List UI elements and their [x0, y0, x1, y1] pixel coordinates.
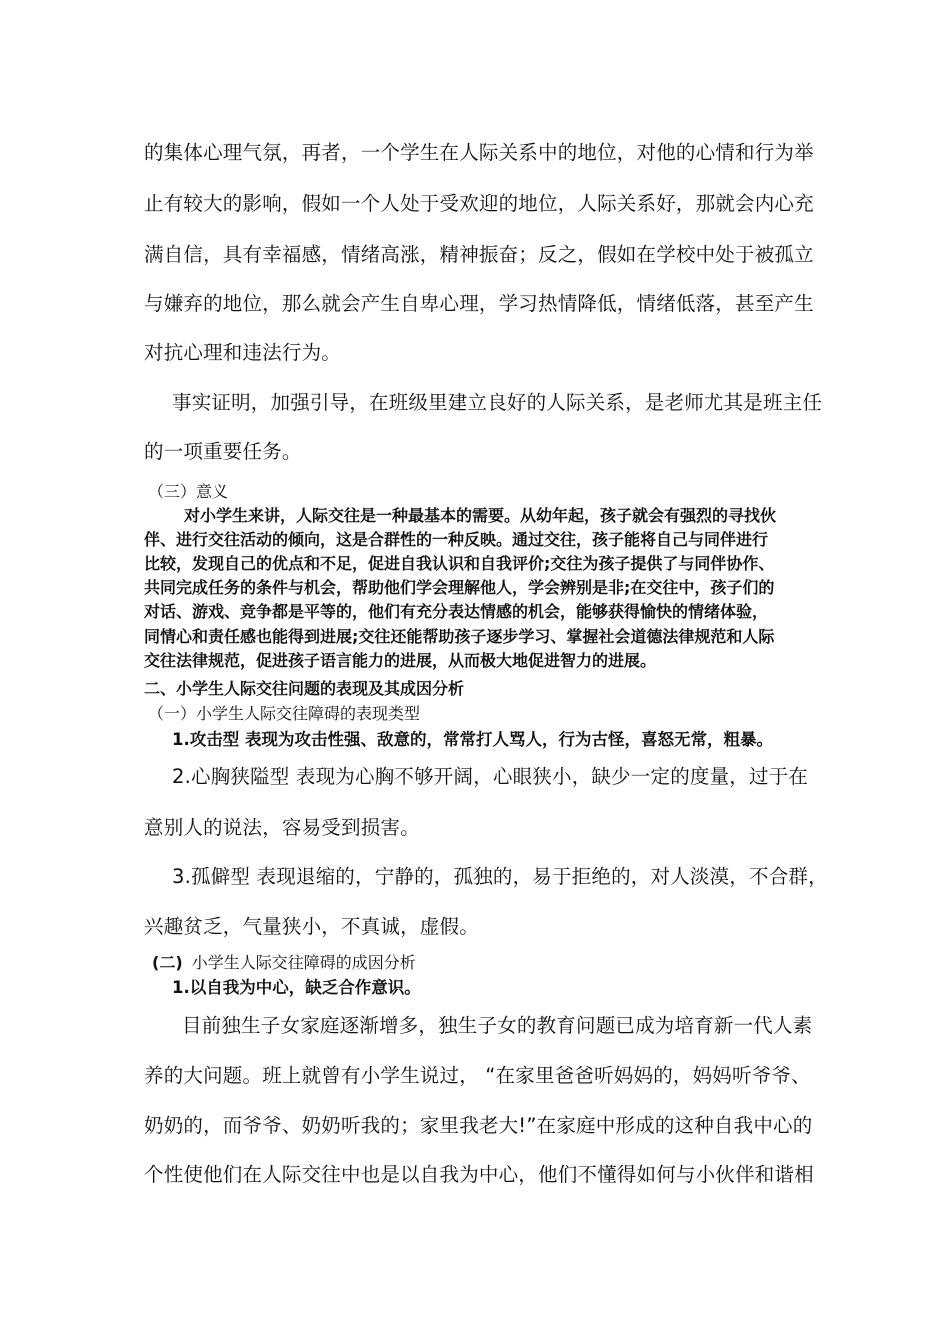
- paragraph-line: 意别人的说法，容易受到损害。: [144, 816, 420, 839]
- paragraph-line: 奶奶的，而爷爷、奶奶听我的；家里我老大!”在家庭中形成的这种自我中心的: [144, 1114, 813, 1137]
- list-item: 1.以自我为中心，缺乏合作意识。: [172, 978, 421, 997]
- paragraph-line: 伴、进行交往活动的倾向，这是合群性的一种反映。通过交往，孩子能将自己与同伴进行: [144, 530, 769, 549]
- subsection-title: 小学生人际交往障碍的成因分析: [191, 953, 416, 972]
- subsection-heading: （一）小学生人际交往障碍的表现类型: [148, 704, 421, 723]
- paragraph-line: 对话、游戏、竞争都是平等的，他们有充分表达情感的机会，能够获得愉快的情绪体验，: [144, 602, 769, 621]
- paragraph-line: 比较，发现自己的优点和不足，促进自我认识和自我评价;交往为孩子提供了与同伴协作、: [144, 554, 775, 573]
- list-item: 1.攻击型 表现为攻击性强、敌意的，常常打人骂人，行为古怪，喜怒无常，粗暴。: [172, 730, 773, 749]
- section-heading: 二、小学生人际交往问题的表现及其成因分析: [144, 679, 465, 698]
- paragraph-line: 3.孤僻型 表现退缩的，宁静的，孤独的，易于拒绝的，对人淡漠，不合群，: [172, 865, 828, 888]
- paragraph-line: 个性使他们在人际交往中也是以自我为中心，他们不懂得如何与小伙伴和谐相: [144, 1163, 814, 1186]
- paragraph-line: 与嫌弃的地位，那么就会产生自卑心理，学习热情降低，情绪低落，甚至产生: [144, 292, 814, 315]
- paragraph-line: 的一项重要任务。: [144, 440, 302, 463]
- paragraph-line: 满自信，具有幸福感，情绪高涨，精神振奋；反之，假如在学校中处于被孤立: [144, 243, 814, 266]
- paragraph-line: 止有较大的影响，假如一个人处于受欢迎的地位，人际关系好，那就会内心充: [144, 192, 814, 215]
- paragraph-line: 共同完成任务的条件与机会，帮助他们学会理解他人，学会辨别是非;在交往中，孩子们的: [144, 578, 775, 597]
- paragraph-line: 目前独生子女家庭逐渐增多，独生子女的教育问题已成为培育新一代人素: [182, 1014, 813, 1037]
- paragraph-line: 2.心胸狭隘型 表现为心胸不够开阔，心眼狭小，缺少一定的度量，过于在: [172, 765, 809, 788]
- paragraph-line: 同情心和责任感也能得到进展;交往还能帮助孩子逐步学习、掌握社会道德法律规范和人际: [144, 627, 775, 646]
- paragraph-line: 的集体心理气氛，再者，一个学生在人际关系中的地位，对他的心情和行为举: [144, 141, 814, 164]
- paragraph-line: 兴趣贫乏，气量狭小，不真诚，虚假。: [144, 915, 479, 938]
- paragraph-line: 事实证明，加强引导，在班级里建立良好的人际关系，是老师尤其是班主任: [172, 391, 823, 414]
- subsection-number: (二): [152, 953, 183, 972]
- paragraph-line: 养的大问题。班上就曾有小学生说过， “在家里爸爸听妈妈的，妈妈听爷爷、: [144, 1064, 811, 1087]
- section-heading: （三）意义: [148, 482, 229, 501]
- subsection-heading: [152, 950, 416, 973]
- paragraph-line: 交往法律规范，促进孩子语言能力的进展，从而极大地促进智力的进展。: [144, 651, 657, 670]
- paragraph-line: 对抗心理和违法行为。: [144, 341, 342, 364]
- paragraph-line: 对小学生来讲，人际交往是一种最基本的需要。从幼年起，孩子就会有强烈的寻找伙: [184, 506, 777, 525]
